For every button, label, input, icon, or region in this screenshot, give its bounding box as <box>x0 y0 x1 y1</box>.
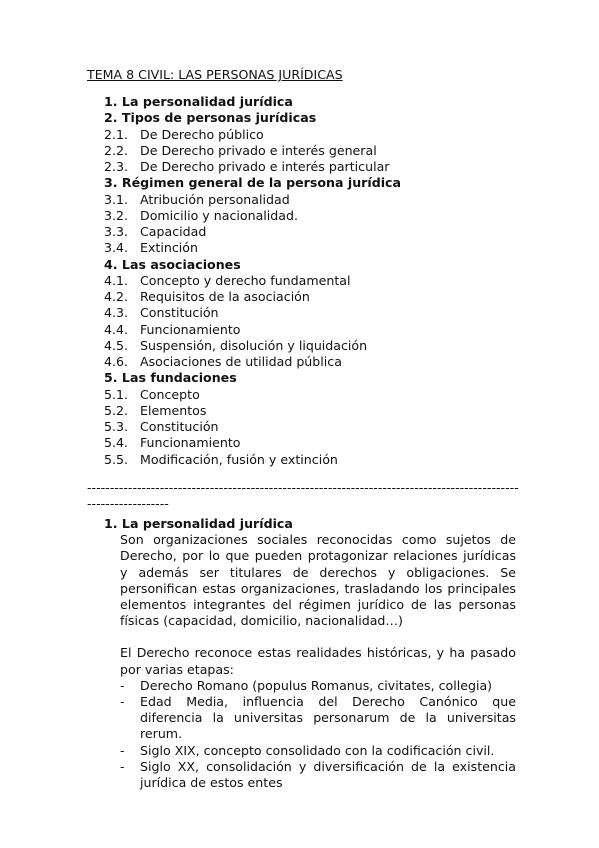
list-item <box>104 743 516 759</box>
toc-number: 2.3. <box>104 159 129 174</box>
bullet-dash: - <box>120 694 125 710</box>
toc-section <box>104 257 534 273</box>
toc-subsection <box>104 289 534 305</box>
toc-subsection <box>104 240 534 256</box>
toc-number: 4.4. <box>104 321 129 337</box>
toc-subsection <box>104 354 534 370</box>
toc-number: 4.6. <box>104 354 129 369</box>
toc-number: 5.5. <box>104 451 129 467</box>
toc-label: Domicilio y nacionalidad. <box>140 207 298 223</box>
toc-number: 3.4. <box>104 240 129 256</box>
toc-section <box>104 94 534 110</box>
toc-number: 5.3. <box>104 419 129 434</box>
toc-label: Funcionamiento <box>140 435 241 451</box>
toc-subsection <box>104 452 534 468</box>
toc-label: De Derecho privado e interés particular <box>140 159 390 174</box>
toc-section <box>104 110 534 126</box>
toc-subsection <box>104 387 534 403</box>
toc-subsection <box>104 419 534 435</box>
bullet-dash: - <box>120 677 125 693</box>
divider-line: ----------------------------------------------------------------------------------------------------------------- <box>87 480 519 512</box>
toc-label: Concepto <box>140 386 200 402</box>
bullet-dash: - <box>120 758 125 774</box>
toc-subsection <box>104 305 534 321</box>
toc-number: 5.1. <box>104 386 129 402</box>
toc-label: 3. Régimen general de la persona jurídica <box>104 175 401 191</box>
toc-label: Atribución personalidad <box>140 191 290 207</box>
toc-number: 2.2. <box>104 142 129 158</box>
history-list <box>104 678 516 791</box>
toc-number: 4.3. <box>104 305 129 321</box>
table-of-contents <box>104 94 534 468</box>
toc-label: Constitución <box>140 419 219 434</box>
toc-subsection <box>104 208 534 224</box>
toc-subsection <box>104 435 534 451</box>
toc-label: 4. Las asociaciones <box>104 256 241 272</box>
list-item-text: Siglo XX, consolidación y diversificación de la existencia jurídica de estos entes <box>140 758 516 791</box>
toc-subsection <box>104 143 534 159</box>
toc-label: 1. La personalidad jurídica <box>104 94 293 109</box>
toc-label: Requisitos de la asociación <box>140 289 310 304</box>
toc-label: 2. Tipos de personas jurídicas <box>104 110 317 126</box>
toc-label: Capacidad <box>140 224 207 239</box>
section-body <box>104 516 516 791</box>
toc-label: Elementos <box>140 402 207 418</box>
toc-number: 4.5. <box>104 337 129 353</box>
toc-label: Modificación, fusión y extinción <box>140 451 338 467</box>
toc-label: De Derecho privado e interés general <box>140 142 377 158</box>
toc-number: 4.2. <box>104 289 129 304</box>
toc-subsection <box>104 403 534 419</box>
toc-subsection <box>104 127 534 143</box>
toc-label: Concepto y derecho fundamental <box>140 272 351 288</box>
paragraph-definition: Son organizaciones sociales reconocidas como sujetos de Derecho, por lo que pueden protagonizar relaciones jurídicas y además ser titulares de derechos y obligaciones. Se personifican estas organizaciones, trasladando los principales elementos integrantes del régimen jurídico de las personas físicas (capacidad, domicilio, nacionalidad…) <box>120 532 516 629</box>
toc-number: 5.4. <box>104 435 129 451</box>
toc-subsection <box>104 224 534 240</box>
toc-section <box>104 370 534 386</box>
toc-label: Constitución <box>140 305 219 321</box>
toc-section <box>104 175 534 191</box>
toc-number: 3.2. <box>104 207 129 223</box>
toc-label: Suspensión, disolución y liquidación <box>140 337 368 353</box>
toc-subsection <box>104 159 534 175</box>
toc-number: 5.2. <box>104 402 129 418</box>
toc-label: De Derecho público <box>140 126 264 142</box>
toc-number: 3.1. <box>104 191 129 207</box>
list-item <box>104 678 516 694</box>
toc-number: 2.1. <box>104 126 129 142</box>
toc-subsection <box>104 192 534 208</box>
bullet-dash: - <box>120 742 125 758</box>
toc-label: Funcionamiento <box>140 321 241 337</box>
list-item-text: Siglo XIX, concepto consolidado con la codificación civil. <box>140 742 495 758</box>
toc-label: Asociaciones de utilidad pública <box>140 354 342 369</box>
list-item-text: Derecho Romano (populus Romanus, civitates, collegia) <box>140 677 493 693</box>
toc-number: 3.3. <box>104 224 129 239</box>
section-heading: 1. La personalidad jurídica <box>104 516 293 531</box>
list-item-text: Edad Media, influencia del Derecho Canónico que diferencia la universitas personarum de la universitas rerum. <box>140 694 516 742</box>
toc-subsection <box>104 322 534 338</box>
toc-subsection <box>104 338 534 354</box>
list-item <box>104 694 516 743</box>
toc-label: 5. Las fundaciones <box>104 370 237 386</box>
toc-label: Extinción <box>140 240 198 256</box>
paragraph-history: El Derecho reconoce estas realidades históricas, y ha pasado por varias etapas: <box>120 645 516 677</box>
toc-number: 4.1. <box>104 272 129 288</box>
document-title: TEMA 8 CIVIL: LAS PERSONAS JURÍDICAS <box>87 67 343 82</box>
toc-subsection <box>104 273 534 289</box>
list-item <box>104 759 516 791</box>
